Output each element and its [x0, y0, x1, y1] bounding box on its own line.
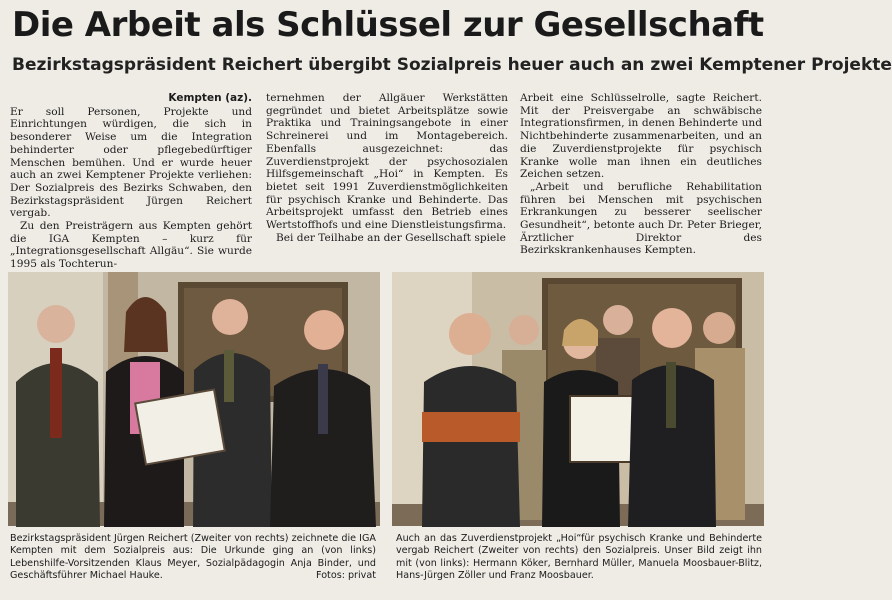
- paragraph: Zu den Preisträgern aus Kempten gehört die IGA Kempten – kurz für „Integrationsgesellschaft Allgäu“. Sie wurde 1995 als Tochterun-: [10, 220, 252, 271]
- award-photo-iga: [8, 272, 380, 526]
- headline: Die Arbeit als Schlüssel zur Gesellschaft: [12, 5, 764, 45]
- photo-credit: Fotos: privat: [316, 570, 376, 582]
- photo-illustration: [8, 272, 380, 526]
- article-column-1: [10, 92, 252, 270]
- subheadline: Bezirkstagspräsident Reichert übergibt Sozialpreis heuer auch an zwei Kemptener Projekte: [12, 55, 892, 75]
- article-column-3: [520, 92, 762, 270]
- article-column-2: [266, 92, 508, 270]
- paragraph: Arbeit eine Schlüsselrolle, sagte Reichert. Mit der Preisvergabe an schwäbische Integrationsfirmen, in denen Behinderte und Nichtbehinderte zusammenarbeiten, und an die Zuverdienstprojekte für psychisch Kranke wolle man ihnen ein deutliches Zeichen setzen.: [520, 92, 762, 181]
- paragraph: „Arbeit und berufliche Rehabilitation führen bei Menschen mit psychischen Erkrankungen zu besserer seelischer Gesundheit“, betonte auch Dr. Peter Brieger, Ärztlicher Direktor des Bezirkskrankenhauses Kempten.: [520, 180, 762, 257]
- award-photo-hoi: [392, 272, 764, 526]
- caption-text: Bezirkstagspräsident Jürgen Reichert (Zweiter von rechts) zeichnete die IGA Kempten mit dem Sozialpreis aus: Die Urkunde ging an (von links) Lebenshilfe-Vorsitzenden Klaus Meyer, Sozialpädagogin Anja Binder, und Geschäftsführer Michael Hauke.: [10, 533, 376, 582]
- photo-caption-right: [396, 533, 762, 597]
- caption-text: Auch an das Zuverdienstprojekt „Hoi“für psychisch Kranke und Behinderte vergab Reichert (Zweiter von rechts) den Sozialpreis. Unser Bild zeigt ihn mit (von links): Hermann Köker, Bernhard Müller, Manuela Moosbauer-Blitz, Hans-Jürgen Zöller und Franz Moosbauer.: [396, 533, 762, 582]
- paragraph: ternehmen der Allgäuer Werkstätten gegründet und bietet Arbeitsplätze sowie Praktika und Trainingsangebote in einer Schreinerei und im Montagebereich. Ebenfalls ausgezeichnet: das Zuverdienstprojekt der psychosozialen Hilfsgemeinschaft „Hoi“ in Kempten. Es bietet seit 1991 Zuverdienstmöglichkeiten für psychisch Kranke und Behinderte. Das Arbeitsprojekt umfasst den Betrieb eines Wertstoffhofs und eine Dienstleistungsfirma.: [266, 92, 508, 232]
- photo-illustration: [392, 272, 764, 526]
- paragraph: Bei der Teilhabe an der Gesellschaft spiele: [276, 231, 506, 244]
- dateline: Kempten (az).: [168, 92, 252, 104]
- paragraph: Er soll Personen, Projekte und Einrichtungen würdigen, die sich in besonderer Weise um die Integration behinderter oder pflegebedürftiger Menschen bemühen. Und er wurde heuer auch an zwei Kemptener Projekte verliehen: Der Sozialpreis des Bezirks Schwaben, den Bezirkstagspräsident Jürgen Reichert vergab.: [10, 105, 252, 220]
- photo-caption-left: [10, 533, 376, 597]
